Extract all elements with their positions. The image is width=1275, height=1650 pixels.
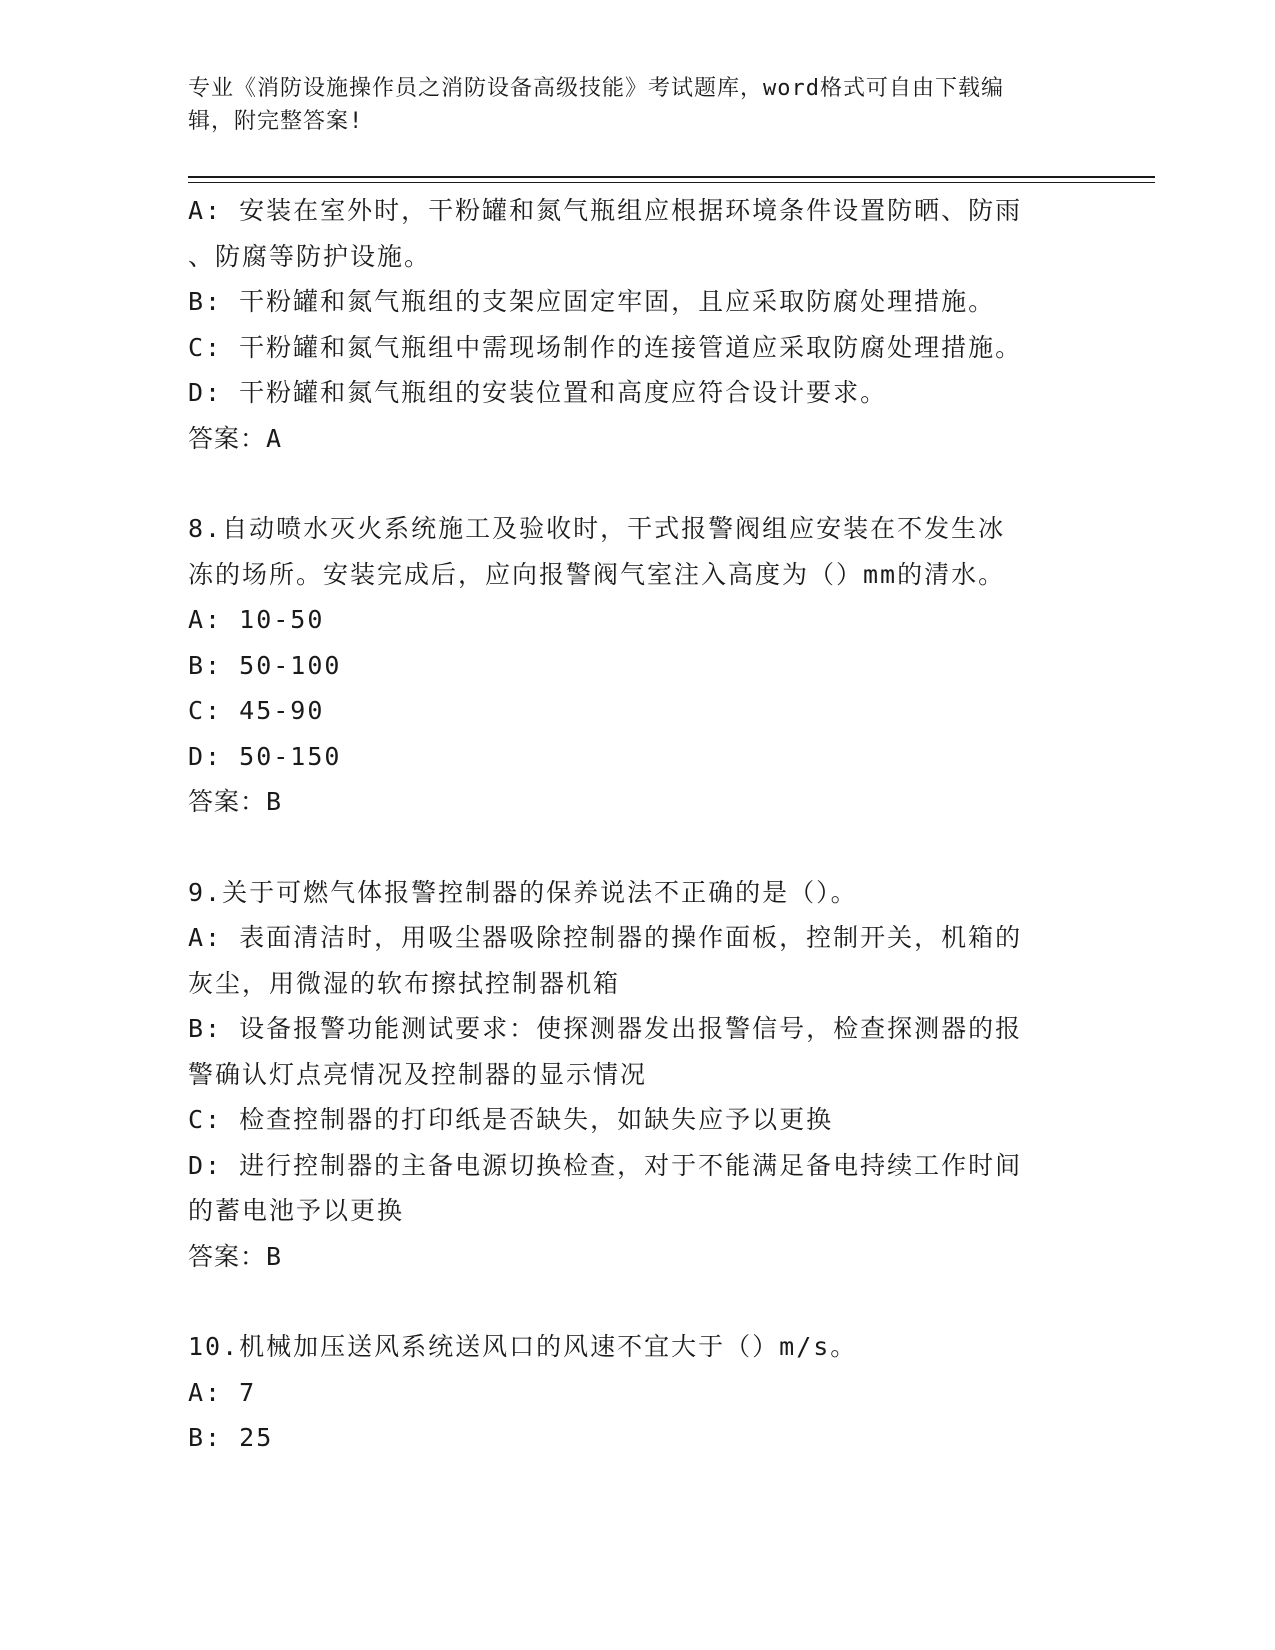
option-b: B: 干粉罐和氮气瓶组的支架应固定牢固，且应采取防腐处理措施。 [188, 287, 996, 316]
spacer [188, 461, 1088, 506]
option-a-line-2: 灰尘，用微湿的软布擦拭控制器机箱 [188, 968, 621, 998]
question-block-9 [188, 870, 1088, 1280]
header-line-1: 专业《消防设施操作员之消防设备高级技能》考试题库，word格式可自由下载编 [188, 76, 1004, 101]
header-divider-thin [188, 182, 1155, 183]
answer-label: 答案：B [188, 1241, 283, 1271]
answer-label: 答案：B [188, 787, 283, 816]
header-line-2: 辑，附完整答案! [188, 109, 364, 134]
option-d-line-2: 的蓄电池予以更换 [188, 1196, 405, 1225]
question-block-8 [188, 506, 1088, 825]
option-a: A: 10-50 [188, 605, 325, 634]
option-c: C: 检查控制器的打印纸是否缺失，如缺失应予以更换 [188, 1105, 834, 1134]
option-c: C: 干粉罐和氮气瓶组中需现场制作的连接管道应采取防腐处理措施。 [188, 332, 1023, 362]
question-block-10 [188, 1324, 1088, 1461]
option-d: D: 干粉罐和氮气瓶组的安装位置和高度应符合设计要求。 [188, 378, 888, 407]
question-block-7 [188, 188, 1088, 461]
option-a-line-1: A: 表面清洁时，用吸尘器吸除控制器的操作面板，控制开关，机箱的 [188, 923, 1023, 952]
option-a-line-1: A: 安装在室外时，干粉罐和氮气瓶组应根据环境条件设置防晒、防雨 [188, 196, 1023, 225]
question-text: 9.关于可燃气体报警控制器的保养说法不正确的是（）。 [188, 877, 858, 907]
option-b-line-2: 警确认灯点亮情况及控制器的显示情况 [188, 1059, 648, 1089]
answer-label: 答案：A [188, 423, 283, 453]
spacer [188, 825, 1088, 870]
option-a: A: 7 [188, 1377, 257, 1407]
option-d: D: 50-150 [188, 741, 342, 771]
option-b: B: 25 [188, 1423, 274, 1452]
spacer [188, 1279, 1088, 1324]
question-text-line-2: 冻的场所。安装完成后，应向报警阀气室注入高度为（）mm的清水。 [188, 559, 1006, 589]
option-d-line-1: D: 进行控制器的主备电源切换检查，对于不能满足备电持续工作时间 [188, 1150, 1023, 1180]
question-text-line-1: 8.自动喷水灭火系统施工及验收时，干式报警阀组应安装在不发生冰 [188, 514, 1006, 543]
question-list [188, 188, 1088, 1461]
document-header [188, 72, 1078, 138]
option-b-line-1: B: 设备报警功能测试要求：使探测器发出报警信号，检查探测器的报 [188, 1014, 1023, 1043]
header-divider-thick [188, 176, 1155, 178]
option-c: C: 45-90 [188, 696, 325, 725]
option-b: B: 50-100 [188, 650, 342, 680]
option-a-line-2: 、防腐等防护设施。 [188, 241, 432, 271]
question-text: 10.机械加压送风系统送风口的风速不宜大于（）m/s。 [188, 1332, 858, 1361]
